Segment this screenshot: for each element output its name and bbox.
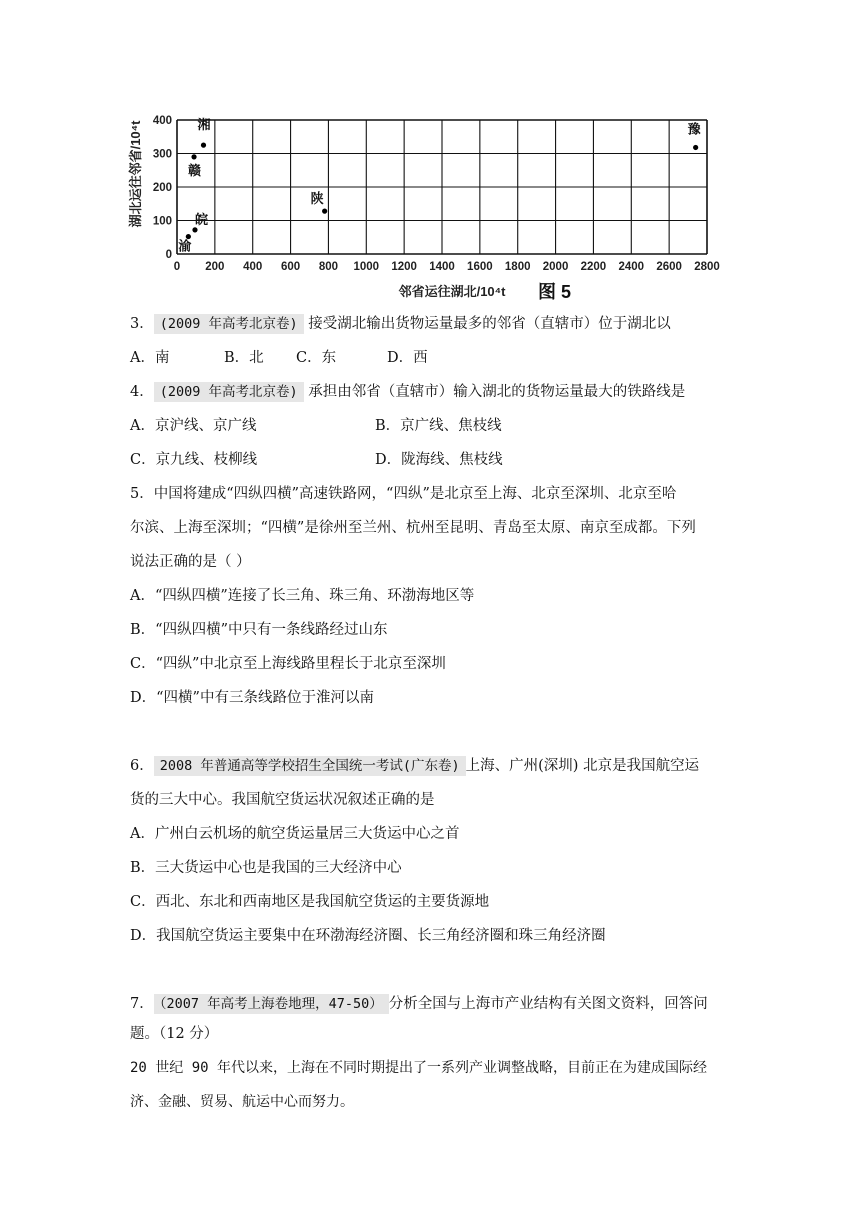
y-tick-label: 300 (152, 148, 172, 161)
question-number: 6． (130, 758, 154, 774)
y-tick-label: 100 (152, 215, 172, 228)
point-label: 陕 (310, 192, 324, 208)
point-label: 渝 (178, 239, 192, 255)
data-point (322, 209, 327, 214)
point-label: 皖 (194, 212, 208, 228)
chart-grid (177, 120, 707, 254)
x-tick-label: 2600 (656, 261, 682, 273)
data-point (186, 234, 191, 239)
option-b: B．北 (224, 350, 264, 366)
option-c: C．“四纵”中北京至上海线路里程长于北京至深圳 (130, 656, 446, 672)
question-number: 7． (130, 996, 154, 1012)
x-tick-label: 2000 (542, 261, 569, 273)
data-point (693, 145, 698, 150)
option-a: A．京沪线、京广线 (130, 418, 257, 434)
option-d: D．西 (387, 350, 428, 366)
option-a: A．“四纵四横”连接了长三角、珠三角、环渤海地区等 (130, 588, 475, 604)
question-6-line-2: 货的三大中心。我国航空货运状况叙述正确的是 (130, 792, 435, 808)
option-b: B．三大货运中心也是我国的三大经济中心 (130, 860, 402, 876)
figure-label: 图 5 (538, 282, 572, 302)
option-c: C．东 (296, 350, 337, 366)
data-point (192, 227, 197, 232)
x-tick-label: 400 (243, 261, 263, 273)
x-tick-label: 800 (318, 261, 339, 273)
y-tick-label: 200 (152, 182, 172, 194)
data-point (191, 154, 196, 159)
question-7-line-2: 题。（12 分） (130, 1026, 219, 1042)
y-tick-label: 0 (165, 249, 172, 261)
question-6 (130, 756, 699, 776)
x-axis-title: 邻省运往湖北/10⁴t (398, 284, 506, 299)
question-7-paragraph-1: 20 世纪 90 年代以来，上海在不同时期提出了一系列产业调整战略，目前正在为建成国际经 (130, 1060, 707, 1076)
question-5-line-1: 5．中国将建成“四纵四横”高速铁路网，“四纵”是北京至上海、北京至深圳、北京至哈 (130, 486, 677, 502)
x-tick-label: 1800 (504, 261, 531, 273)
question-7-paragraph-2: 济、金融、贸易、航运中心而努力。 (130, 1094, 354, 1110)
question-5-line-3: 说法正确的是（ ） (130, 554, 251, 570)
chart-ticks (153, 115, 720, 273)
chart-points (178, 117, 700, 254)
option-b: B．京广线、焦枝线 (375, 418, 502, 434)
question-text: 接受湖北输出货物运量最多的邻省（直辖市）位于湖北以 (308, 316, 671, 332)
question-source: (2009 年高考北京卷) (154, 314, 304, 334)
x-tick-label: 1000 (353, 261, 380, 273)
point-label: 豫 (687, 122, 701, 138)
question-5-line-2: 尔滨、上海至深圳；“四横”是徐州至兰州、杭州至昆明、青岛至太原、南京至成都。下列 (130, 520, 696, 536)
option-d: D．“四横”中有三条线路位于淮河以南 (130, 690, 374, 706)
x-tick-label: 1400 (429, 261, 455, 273)
option-a: A．广州白云机场的航空货运量居三大货运中心之首 (130, 826, 460, 842)
option-c: C．京九线、枝柳线 (130, 452, 258, 468)
question-4 (130, 382, 685, 402)
option-b: B．“四纵四横”中只有一条线路经过山东 (130, 622, 388, 638)
x-tick-label: 2400 (618, 261, 645, 273)
question-text: 上海、广州(深圳) 北京是我国航空运 (465, 758, 700, 774)
x-tick-label: 600 (280, 261, 301, 273)
question-text: 承担由邻省（直辖市）输入湖北的货物运量最大的铁路线是 (308, 384, 686, 400)
x-tick-label: 1200 (391, 261, 417, 273)
option-d: D．我国航空货运主要集中在环渤海经济圈、长三角经济圈和珠三角经济圈 (130, 928, 606, 944)
question-text: 分析全国与上海市产业结构有关图文资料，回答问 (388, 996, 708, 1012)
question-3 (130, 314, 671, 334)
option-a: A．南 (130, 350, 170, 366)
question-source: (2009 年高考北京卷) (154, 382, 304, 402)
option-c: C．西北、东北和西南地区是我国航空货运的主要货源地 (130, 894, 490, 910)
x-tick-label: 2800 (694, 261, 720, 273)
x-tick-label: 200 (205, 261, 225, 273)
x-tick-label: 1600 (467, 261, 493, 273)
data-point (201, 143, 206, 148)
question-source: 2008 年普通高等学校招生全国统一考试(广东卷) (154, 756, 466, 776)
option-d: D．陇海线、焦枝线 (375, 452, 503, 468)
point-label: 湘 (197, 118, 211, 134)
x-tick-label: 2200 (580, 261, 607, 273)
question-number: 4． (130, 384, 154, 400)
y-axis-title: 湖北运往邻省/10⁴t (128, 120, 143, 228)
point-label: 赣 (188, 163, 202, 179)
x-tick-label: 0 (173, 261, 181, 273)
y-tick-label: 400 (152, 115, 172, 127)
scatter-chart (120, 108, 740, 308)
question-source: （2007 年高考上海卷地理，47-50） (154, 994, 389, 1014)
question-7 (130, 994, 708, 1014)
question-number: 3． (130, 316, 154, 332)
